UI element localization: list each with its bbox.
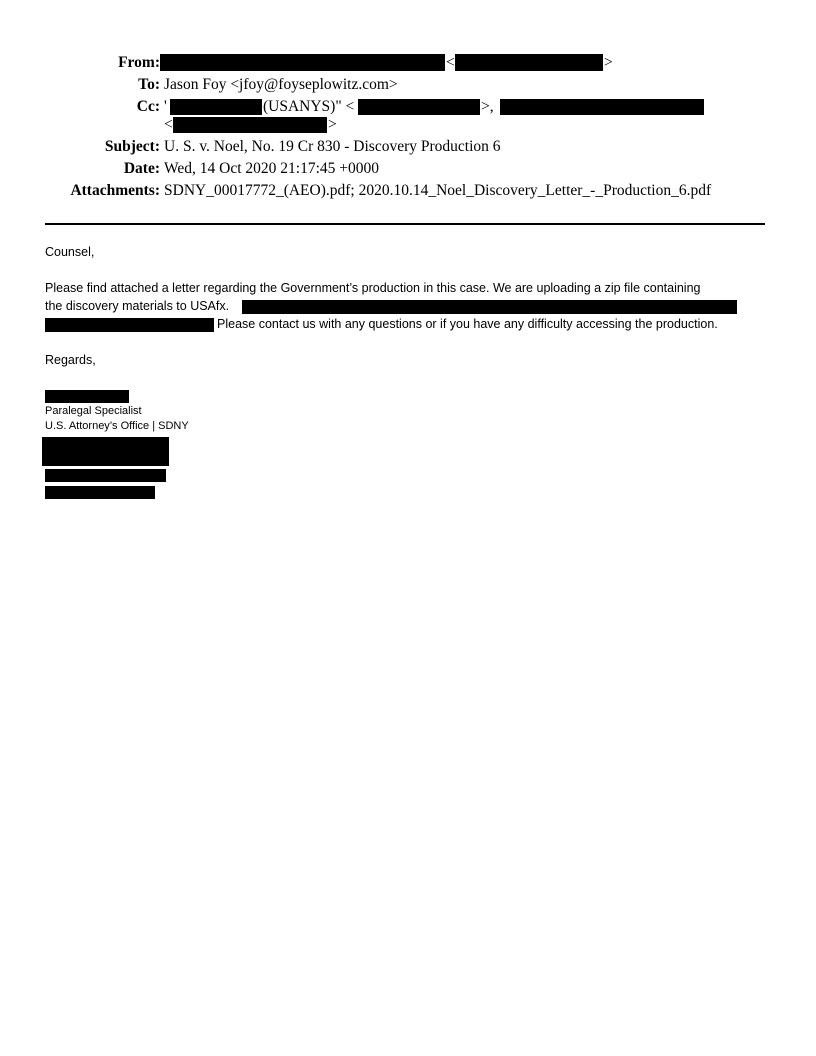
- signature-title: Paralegal Specialist: [45, 405, 142, 417]
- from-lt: <: [446, 54, 455, 71]
- cc-line2-lt: <: [164, 116, 173, 133]
- signature-office: U.S. Attorney’s Office | SDNY: [45, 420, 189, 432]
- body-line-2: the discovery materials to USAfx.: [45, 299, 230, 313]
- signature-phone-redaction: [45, 469, 166, 482]
- subject-value: U. S. v. Noel, No. 19 Cr 830 - Discovery Production 6: [164, 138, 501, 155]
- attachments-label: Attachments:: [70, 182, 160, 199]
- date-label: Date:: [123, 160, 160, 177]
- header-divider: [45, 223, 765, 225]
- date-row: [0, 159, 816, 179]
- from-label: From:: [118, 54, 160, 71]
- to-row: [0, 75, 816, 95]
- body-redaction-2: [45, 318, 214, 332]
- signature-email-redaction: [45, 486, 155, 499]
- cc-second-redaction: [500, 99, 704, 115]
- signature-name-redaction: [45, 390, 129, 403]
- from-gt: >: [604, 54, 613, 71]
- subject-row: [0, 137, 816, 157]
- attachments-row: [0, 181, 816, 201]
- cc-line2-gt: >: [328, 116, 337, 133]
- greeting: Counsel,: [45, 245, 95, 259]
- signature-address-redaction: [42, 437, 169, 466]
- attachments-value[interactable]: SDNY_00017772_(AEO).pdf; 2020.10.14_Noel_Discovery_Letter_-_Production_6.pdf: [164, 182, 712, 199]
- cc-name-suffix: (USANYS)" <: [263, 98, 355, 115]
- from-name-redaction: [160, 54, 445, 71]
- body-line-3: Please contact us with any questions or if you have any difficulty accessing the production.: [217, 317, 718, 331]
- to-label: To:: [138, 76, 160, 93]
- cc-line2-redaction: [173, 117, 327, 133]
- cc-email-redaction: [358, 99, 480, 115]
- body-redaction-1: [242, 300, 737, 314]
- date-value: Wed, 14 Oct 2020 21:17:45 +0000: [164, 160, 380, 177]
- to-value: Jason Foy <jfoy@foyseplowitz.com>: [164, 76, 398, 93]
- cc-label: Cc:: [136, 98, 160, 115]
- from-email-redaction: [455, 54, 603, 71]
- closing: Regards,: [45, 353, 96, 367]
- cc-sep: >,: [481, 98, 494, 115]
- cc-quote-open: ': [164, 98, 167, 115]
- body-line-1: Please find attached a letter regarding the Government’s production in this case. We are uploading a zip file containing: [45, 281, 701, 295]
- cc-name-redaction: [170, 99, 262, 115]
- subject-label: Subject:: [104, 138, 160, 155]
